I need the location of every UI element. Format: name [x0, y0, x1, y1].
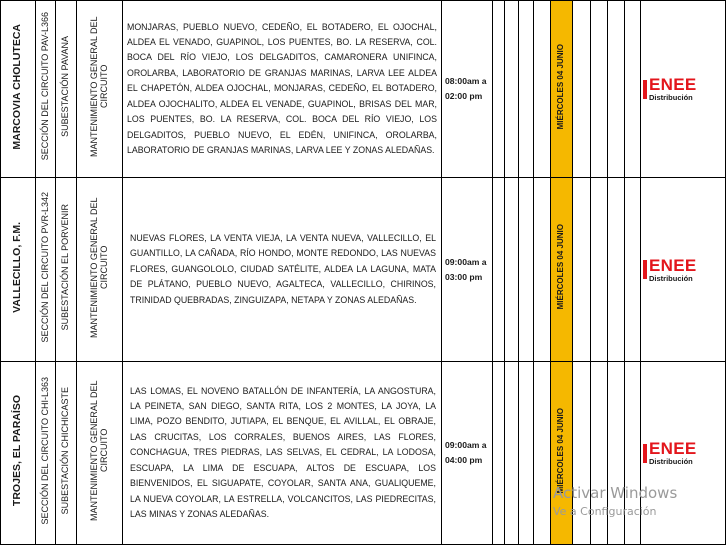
start-time: 09:00am a [445, 256, 487, 267]
work-label: MANTENIMIENTO GENERAL DEL CIRCUITO [88, 16, 109, 157]
areas-text: MONJARAS, PUEBLO NUEVO, CEDEÑO, EL BOTADERO, EL OJOCHAL, ALDEA EL VENADO, GUAPINOL, LOS PUENTES, BO. LA RESERVA, COL. BOCA DEL RÍO VIEJO, LOS DELGADITOS, CAMARONERA UNIFINCA, OROLARBA, LABORATORIO DE GRANJAS MARINAS, LARVA LEE ALDEA EL CHAPETÓN, ALDEA OJOCHAL, MONJARAS, CEDEÑO, EL BOTADERO, ALDEA OJOCHALITO, ALDEA EL VENADE, GUAPINOL, BRISAS DEL MAR, LOS PUENTES, BO. LA RESERVA, COL. BOCA DEL RÍO VIEJO, LOS DELGADITOS, PUEBLO NUEVO, EL EDÉN, UNIFINCA, OROLARBA, LABORATORIO DE GRANJAS MARINAS, LARVA LEE Y ZONAS ALEDAÑAS. [127, 21, 437, 155]
work-cell [77, 1, 123, 178]
empty-cell [519, 1, 534, 178]
logo-sub: Distribución [649, 457, 693, 467]
enee-logo [641, 440, 725, 466]
date-label: MIÉRCOLES 04 JUNIO [556, 43, 566, 130]
location-label: MARCOVIA CHOLUTECA [11, 23, 24, 150]
substation-label: SUBESTACIÓN PAVANA [60, 36, 71, 137]
location-cell [1, 1, 36, 178]
empty-cell [519, 362, 534, 545]
circuit-cell [36, 178, 56, 362]
start-time: 09:00am a [445, 440, 487, 450]
logo-mark-icon [643, 80, 647, 99]
start-time: 08:00am a [445, 76, 487, 86]
empty-cell [591, 178, 608, 362]
empty-cell [493, 1, 505, 178]
empty-cell [505, 362, 519, 545]
substation-label: SUBESTACIÓN CHICHICASTE [60, 386, 71, 515]
substation-cell [56, 178, 77, 362]
empty-cell [608, 178, 625, 362]
location-cell [1, 178, 36, 362]
empty-cell [573, 178, 591, 362]
location-label: TROJES, EL PARAÍSO [11, 394, 24, 507]
circuit-label: SECCIÓN DEL CIRCUITO PAV-L366 [39, 12, 50, 161]
areas-cell [123, 178, 442, 362]
empty-cell [591, 1, 608, 178]
logo-mark-icon [643, 444, 647, 463]
areas-text: NUEVAS FLORES, LA VENTA VIEJA, LA VENTA NUEVA, VALLECILLO, EL GUANTILLO, LA CAÑADA, RÍO HONDO, MONTE REDONDO, LAS NUEVAS FLORES, GUANGOLOLO, CIUDAD SATÉLITE, ALDEA LA LAGUNA, MATA DE PLÁTANO, PUEBLO NUEVO, AGALTECA, VALLECILLO, CHIRINOS, TRINIDAD QUEBRADAS, ZINGUIZAPA, NETAPA Y ZONAS ALEDAÑAS. [130, 232, 436, 305]
work-label: MANTENIMIENTO GENERAL DEL CIRCUITO [88, 380, 109, 521]
circuit-cell [36, 362, 56, 545]
areas-text: LAS LOMAS, EL NOVENO BATALLÓN DE INFANTERÍA, LA ANGOSTURA, LA PEINETA, SAN DIEGO, SANTA RITA, LOS 2 MONTES, LA JOYA, LA LIMA, POZO BENDITO, JUTIAPA, EL BENQUE, EL AVILLAL, EL OBRAJE, LAS CRUCITAS, LOS CORRALES, BUENOS AIRES, LAS FLORES, CONCHAGUA, TRES PIEDRAS, LAS SELVAS, EL CEDRAL, LA LODOSA, ESCUAPA, LA LIMA DE ESCUAPA, ALTOS DE ESCUAPA, LOS BIENVENIDOS, EL SIGUAPATE, COYOLAR, SANTA ANA, GUALIQUEME, LA NUEVA COYOLAR, LA ESTRELLA, VOLCANCITOS, LAS PIEDRECITAS, LAS MINAS Y ZONAS ALEDAÑAS. [130, 385, 436, 519]
hours-cell [442, 178, 493, 362]
date-label: MIÉRCOLES 04 JUNIO [556, 407, 566, 494]
empty-cell [493, 362, 505, 545]
hours-text [442, 438, 492, 468]
work-cell [77, 178, 123, 362]
empty-cell [505, 178, 519, 362]
empty-cell [573, 1, 591, 178]
empty-cell [625, 1, 641, 178]
empty-cell [534, 1, 551, 178]
date-cell [551, 178, 573, 362]
date-cell [551, 1, 573, 178]
work-label: MANTENIMIENTO GENERAL DEL CIRCUITO [88, 196, 109, 338]
end-time: 04:00 pm [445, 455, 483, 465]
hours-cell [442, 362, 493, 545]
empty-cell [505, 1, 519, 178]
empty-cell [534, 362, 551, 545]
areas-cell [123, 362, 442, 545]
logo-sub: Distribución [649, 273, 693, 283]
empty-cell [493, 178, 505, 362]
logo-word: ENEE [649, 75, 697, 95]
empty-cell [519, 178, 534, 362]
date-label: MIÉRCOLES 04 JUNIO [556, 224, 566, 310]
end-time: 02:00 pm [445, 91, 483, 101]
logo-mark-icon [643, 260, 647, 279]
substation-label: SUBESTACIÓN EL PORVENIR [60, 203, 71, 331]
logo-sub: Distribución [649, 93, 693, 103]
logo-cell [641, 1, 726, 178]
enee-logo [641, 76, 725, 102]
areas-cell [123, 1, 442, 178]
end-time: 03:00 pm [445, 271, 483, 282]
empty-cell [608, 1, 625, 178]
hours-cell [442, 1, 493, 178]
circuit-label: SECCIÓN DEL CIRCUITO PVR-L342 [39, 191, 50, 343]
logo-word: ENEE [649, 255, 697, 275]
table-row [1, 1, 726, 178]
substation-cell [56, 362, 77, 545]
windows-activation-watermark [553, 486, 677, 517]
empty-cell [625, 178, 641, 362]
watermark-title: Activar Windows [553, 484, 678, 502]
table-row [1, 178, 726, 362]
location-label: VALLECILLO, F.M. [11, 221, 24, 313]
substation-cell [56, 1, 77, 178]
logo-cell [641, 178, 726, 362]
location-cell [1, 362, 36, 545]
hours-text [442, 74, 492, 104]
work-cell [77, 362, 123, 545]
empty-cell [534, 178, 551, 362]
hours-text [442, 255, 492, 285]
circuit-cell [36, 1, 56, 178]
circuit-label: SECCIÓN DEL CIRCUITO CHI-L363 [39, 376, 50, 525]
logo-word: ENEE [649, 439, 697, 459]
enee-logo [641, 257, 725, 283]
watermark-subtitle: Ve a Configuración [553, 505, 657, 518]
